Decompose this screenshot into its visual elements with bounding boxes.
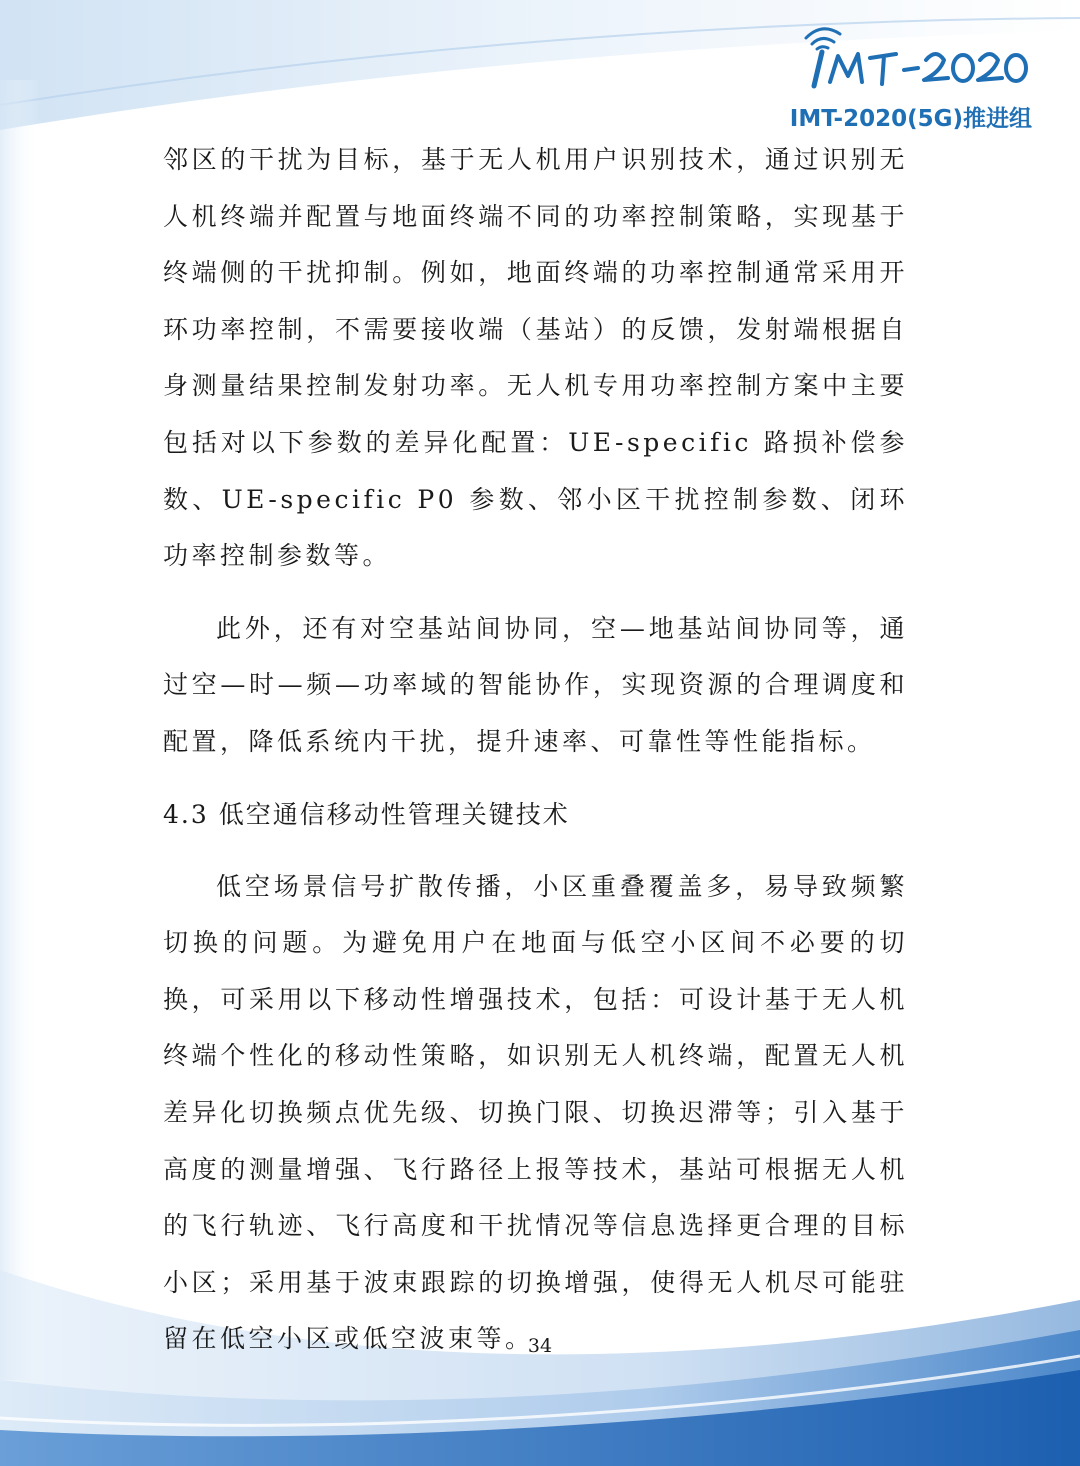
left-band [0, 80, 40, 1380]
paragraph-mobility: 低空场景信号扩散传播，小区重叠覆盖多，易导致频繁切换的问题。为避免用户在地面与低空小区间不必要的切换，可采用以下移动性增强技术，包括：可设计基于无人机终端个性化的移动性策略，如识别无人机终端，配置无人机差异化切换频点优先级、切换门限、切换迟滞等；引入基于高度的测量增强、飞行路径上报等技术，基站可根据无人机的飞行轨迹、飞行高度和干扰情况等信息选择更合理的目标小区；采用基于波束跟踪的切换增强，使得无人机尽可能驻留在低空小区或低空波束等。 [163, 871, 908, 1354]
section-heading: 4.3 低空通信移动性管理关键技术 [163, 799, 570, 829]
paragraph-power-control: 邻区的干扰为目标，基于无人机用户识别技术，通过识别无人机终端并配置与地面终端不同的功率控制策略，实现基于终端侧的干扰抑制。例如，地面终端的功率控制通常采用开环功率控制，不需要接收端（基站）的反馈，发射端根据自身测量结果控制发射功率。无人机专用功率控制方案中主要包括对以下参数的差异化配置：UE-specific 路损补偿参数、UE-specific P0 参数、邻小区干扰控制参数、闭环功率控制参数等。 [163, 145, 908, 571]
imt-2020-logo-icon [800, 20, 1030, 90]
page-number: 34 [527, 1335, 553, 1357]
paragraph-gap [163, 843, 908, 859]
paragraph-gap [163, 585, 908, 601]
paragraph-gap [163, 771, 908, 787]
document-body [163, 132, 908, 1368]
paragraph-coordination: 此外，还有对空基站间协同，空—地基站间协同等，通过空—时—频—功率域的智能协作，实现资源的合理调度和配置，降低系统内干扰，提升速率、可靠性等性能指标。 [163, 613, 908, 756]
org-name: IMT-2020(5G)推进组 [789, 106, 1032, 132]
